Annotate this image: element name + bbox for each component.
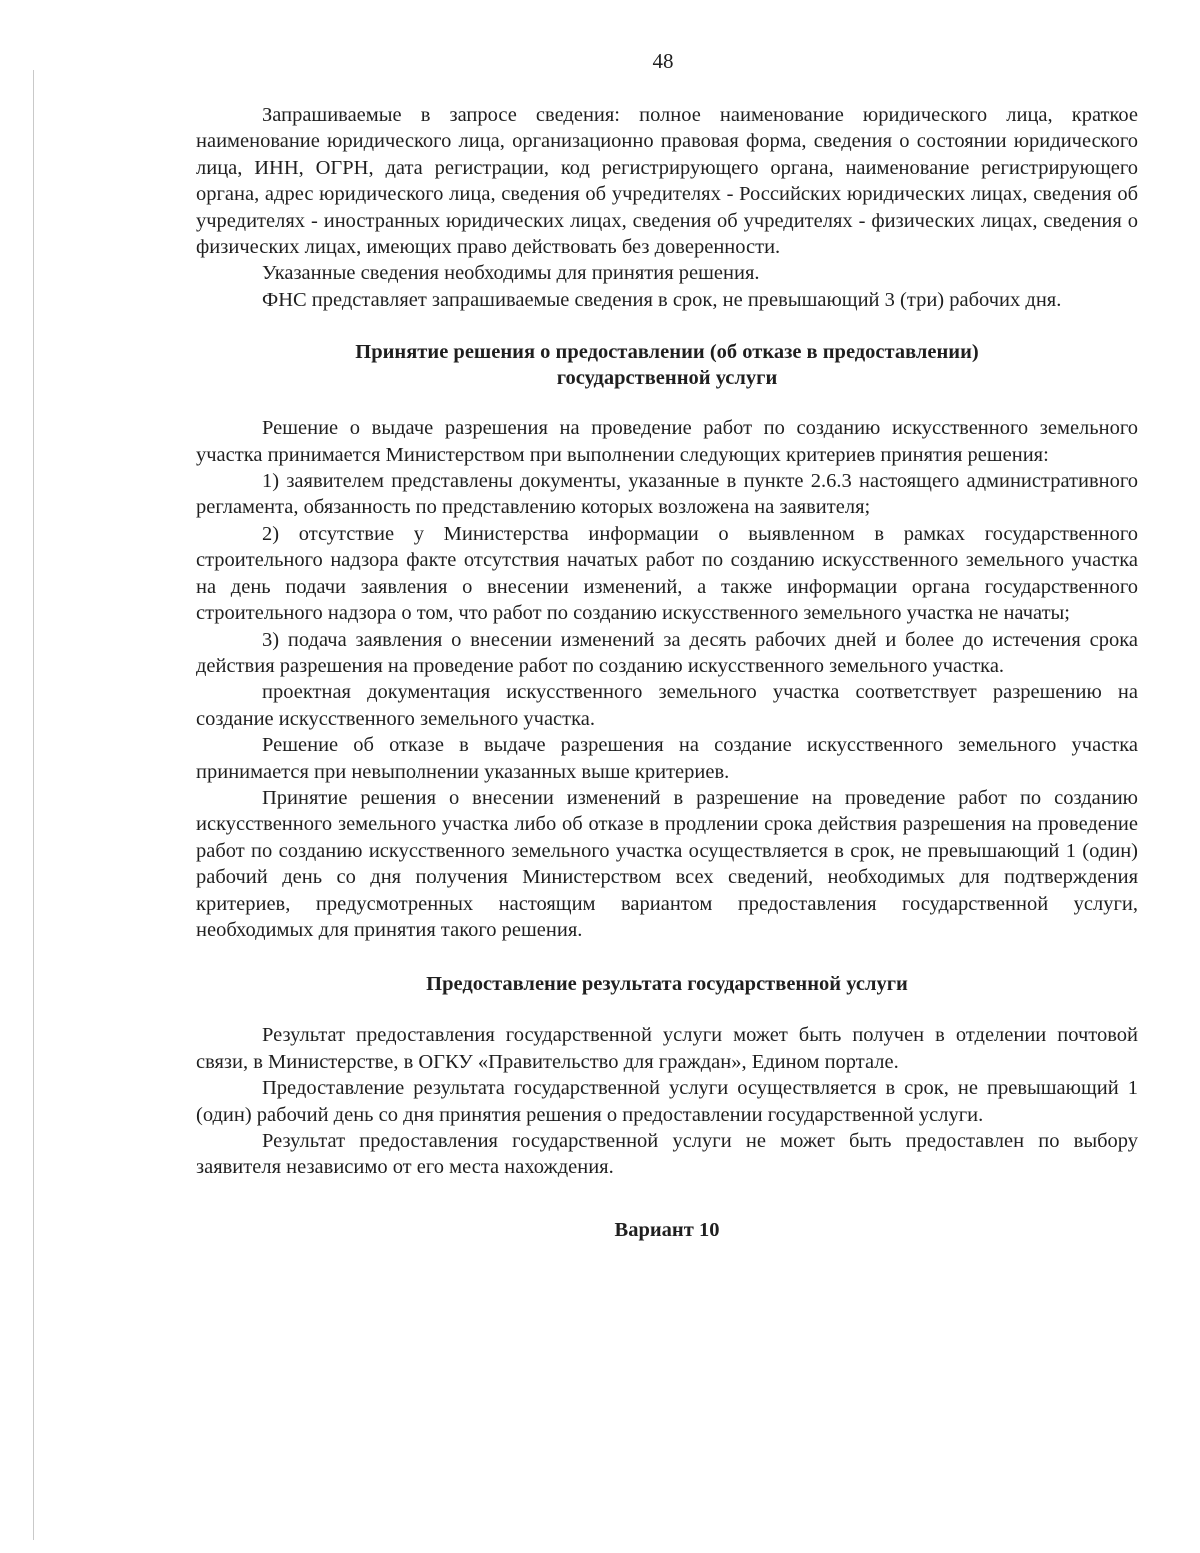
section-heading-result: Предоставление результата государственной услуги — [426, 973, 908, 996]
paragraph-project-docs: проектная документация искусственного земельного участка соответствует разрешению на создание искусственного земельного участка. — [196, 681, 1138, 730]
criterion-item-1: 1) заявителем представлены документы, указанные в пункте 2.6.3 настоящего административного регламента, обязанность по представлению которых возложена на заявителя; — [196, 470, 1138, 519]
scan-margin-line — [33, 70, 34, 1540]
paragraph-result-deadline: Предоставление результата государственной услуги осуществляется в срок, не превышающий 1 (один) рабочий день со дня принятия решения о предоставлении государственной услуги. — [196, 1077, 1138, 1126]
variant-heading: Вариант 10 — [614, 1218, 720, 1241]
page-number: 48 — [652, 49, 674, 73]
section-heading-decision — [196, 339, 1138, 391]
criterion-item-3: 3) подача заявления о внесении изменений за десять рабочих дней и более до истечения срока действия разрешения на проведение работ по созданию искусственного земельного участка. — [196, 628, 1138, 677]
paragraph-result-location: Результат предоставления государственной услуги не может быть предоставлен по выбору заявителя независимо от его места нахождения. — [196, 1130, 1138, 1179]
document-body — [196, 102, 1138, 1243]
paragraph-decision-deadline: Принятие решения о внесении изменений в разрешение на проведение работ по созданию искусственного земельного участка либо об отказе в продлении срока действия разрешения на проведение работ по созданию искусственного земельного участка осуществляется в срок, не превышающий 1 (один) рабочий день со дня получения Министерством всех сведений, необходимых для подтверждения критериев, предусмотренных настоящим вариантом предоставления государственной услуги, необходимых для принятия такого решения. — [196, 786, 1138, 941]
criterion-item-2: 2) отсутствие у Министерства информации о выявленном в рамках государственного строительного надзора факте отсутствия начатых работ по созданию искусственного земельного участка на день подачи заявления о внесении изменений, а также информации органа государственного строительного надзора о том, что работ по созданию искусственного земельного участка не начаты; — [196, 522, 1138, 625]
paragraph-result-channels: Результат предоставления государственной услуги может быть получен в отделении почтовой связи, в Министерстве, в ОГКУ «Правительство для граждан», Едином портале. — [196, 1024, 1138, 1073]
paragraph-refusal: Решение об отказе в выдаче разрешения на создание искусственного земельного участка принимается при невыполнении указанных выше критериев. — [196, 734, 1138, 783]
paragraph-requested-data: Запрашиваемые в запросе сведения: полное наименование юридического лица, краткое наименование юридического лица, организационно правовая форма, сведения о состоянии юридического лица, ИНН, ОГРН, дата регистрации, код регистрирующего органа, наименование регистрирующего органа, адрес юридического лица, сведения об учредителях - Российских юридических лицах, сведения об учредителях - иностранных юридических лицах, сведения об учредителях - физических лицах, сведения о физических лицах, имеющих право действовать без доверенности. — [196, 104, 1138, 259]
section-heading-decision-line2: государственной услуги — [556, 367, 778, 390]
paragraph-decision-criteria: Решение о выдаче разрешения на проведение работ по созданию искусственного земельного участка принимается Министерством при выполнении следующих критериев принятия решения: — [196, 417, 1138, 466]
paragraph-data-purpose: Указанные сведения необходимы для принятия решения. — [262, 262, 760, 285]
section-heading-decision-line1: Принятие решения о предоставлении (об отказе в предоставлении) — [355, 341, 979, 364]
paragraph-fns-deadline: ФНС представляет запрашиваемые сведения в срок, не превышающий 3 (три) рабочих дня. — [262, 288, 1062, 311]
